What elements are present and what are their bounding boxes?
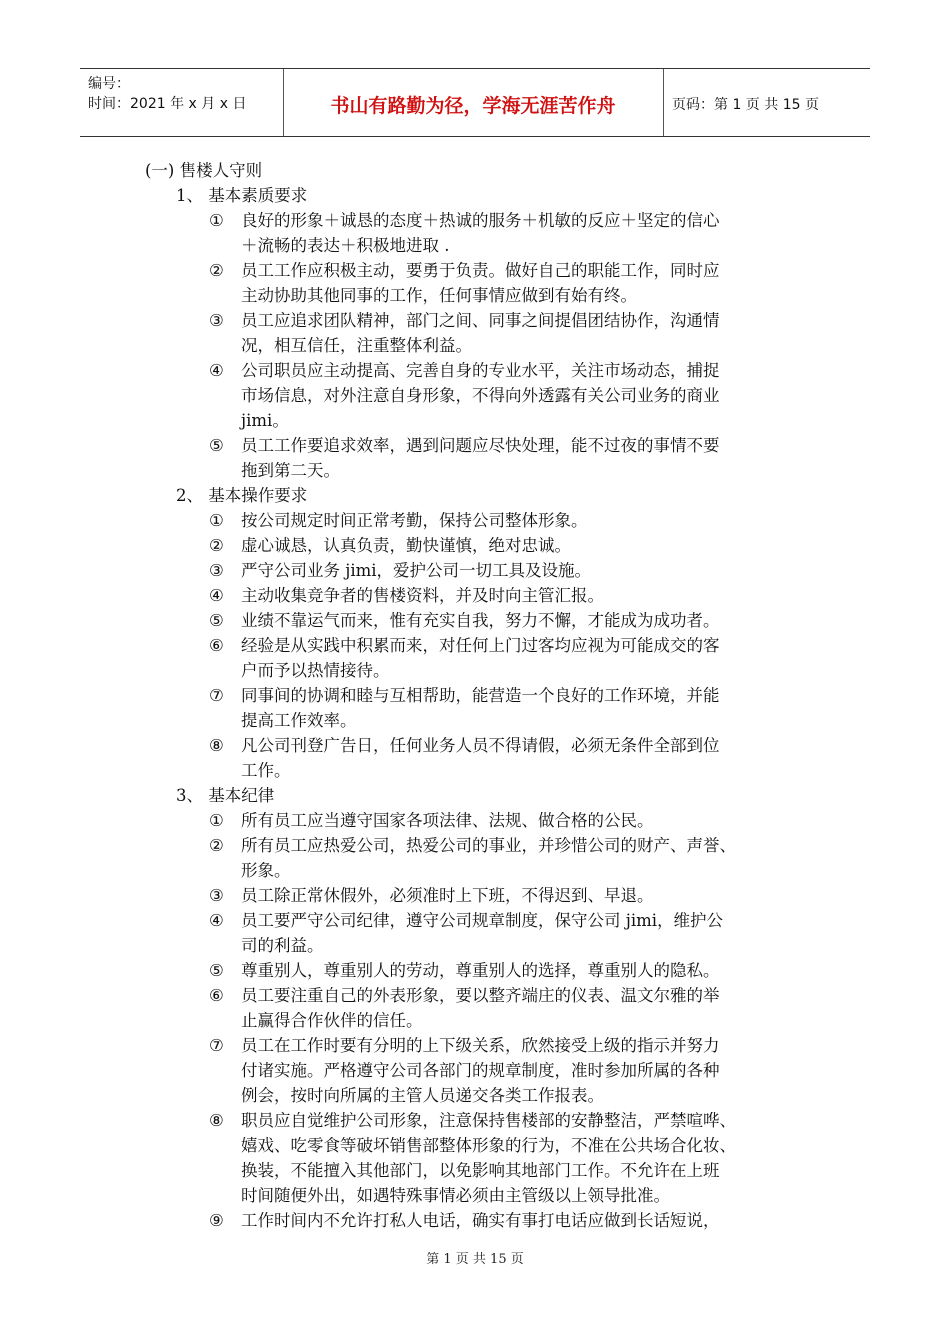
item-number: ⑦ [209,1036,224,1055]
item-text-line: 司的利益。 [241,936,324,955]
page-header [80,68,870,137]
item-number: ② [209,536,224,555]
item-number: ⑧ [209,736,224,755]
item-text-line: 员工应追求团队精神，部门之间、同事之间提倡团结协作，沟通情 [241,311,720,330]
subsection-heading: 2、 基本操作要求 [176,486,308,505]
serial-label: 编号： [88,76,130,92]
subsection-heading: 1、 基本素质要求 [176,186,308,205]
item-number: ③ [209,561,224,580]
item-number: ④ [209,911,224,930]
header-page-cell [663,69,870,136]
item-text-line: 尊重别人，尊重别人的劳动，尊重别人的选择，尊重别人的隐私。 [241,961,720,980]
header-motto-cell [283,69,664,136]
item-text-line: 虚心诚恳，认真负责，勤快谨慎，绝对忠诚。 [241,536,571,555]
item-text-line: 换装，不能擅入其他部门，以免影响其地部门工作。不允许在上班 [241,1161,720,1180]
item-text-line: 员工工作要追求效率，遇到问题应尽快处理，能不过夜的事情不要 [241,436,720,455]
item-number: ⑧ [209,1111,224,1130]
item-number: ① [209,511,224,530]
item-text-line: 市场信息，对外注意自身形象，不得向外透露有关公司业务的商业 [241,386,720,405]
date-label: 时间：2021 年 x 月 x 日 [88,96,247,112]
item-text-line: 主动协助其他同事的工作，任何事情应做到有始有终。 [241,286,637,305]
item-number: ⑤ [209,436,224,455]
section-title: (一) 售楼人守则 [145,161,263,180]
item-text-line: 主动收集竞争者的售楼资料，并及时向主管汇报。 [241,586,604,605]
item-number: ② [209,261,224,280]
item-number: ① [209,211,224,230]
item-text-line: 员工要注重自己的外表形象，要以整齐端庄的仪表、温文尔雅的举 [241,986,720,1005]
header-left-cell [80,69,284,136]
item-number: ② [209,836,224,855]
item-text-line: 按公司规定时间正常考勤，保持公司整体形象。 [241,511,588,530]
item-text-line: 严守公司业务 jimi，爱护公司一切工具及设施。 [241,561,592,580]
header-motto: 书山有路勤为径，学海无涯苦作舟 [330,95,616,117]
header-page-label: 页码：第 1 页 共 15 页 [672,97,819,113]
item-number: ④ [209,361,224,380]
item-text-line: jimi。 [241,411,289,430]
item-number: ⑥ [209,986,224,1005]
item-text-line: 付诸实施。严格遵守公司各部门的规章制度，准时参加所属的各种 [241,1061,720,1080]
item-text-line: ＋流畅的表达＋积极地进取 . [241,236,450,255]
item-number: ④ [209,586,224,605]
item-text-line: 止赢得合作伙伴的信任。 [241,1011,423,1030]
item-text-line: 例会，按时向所属的主管人员递交各类工作报表。 [241,1086,604,1105]
item-text-line: 所有员工应热爱公司，热爱公司的事业，并珍惜公司的财产、声誉、 [241,836,736,855]
item-text-line: 时间随便外出，如遇特殊事情必须由主管级以上领导批准。 [241,1186,670,1205]
item-text-line: 所有员工应当遵守国家各项法律、法规、做合格的公民。 [241,811,654,830]
item-text-line: 业绩不靠运气而来，惟有充实自我，努力不懈，才能成为成功者。 [241,611,720,630]
item-text-line: 经验是从实践中积累而来，对任何上门过客均应视为可能成交的客 [241,636,720,655]
item-text-line: 公司职员应主动提高、完善自身的专业水平，关注市场动态，捕捉 [241,361,720,380]
item-number: ⑤ [209,961,224,980]
item-text-line: 提高工作效率。 [241,711,357,730]
item-text-line: 工作时间内不允许打私人电话，确实有事打电话应做到长话短说， [241,1211,720,1230]
item-number: ③ [209,886,224,905]
item-text-line: 户而予以热情接待。 [241,661,390,680]
item-text-line: 良好的形象＋诚恳的态度＋热诚的服务＋机敏的反应＋坚定的信心 [241,211,720,230]
item-text-line: 形象。 [241,861,291,880]
page-footer: 第 1 页 共 15 页 [426,1252,524,1267]
item-text-line: 员工除正常休假外，必须准时上下班，不得迟到、早退。 [241,886,654,905]
item-number: ① [209,811,224,830]
item-text-line: 员工要严守公司纪律，遵守公司规章制度，保守公司 jimi，维护公 [241,911,724,930]
item-number: ⑤ [209,611,224,630]
item-text-line: 职员应自觉维护公司形象，注意保持售楼部的安静整洁，严禁喧哗、 [241,1111,736,1130]
item-text-line: 况，相互信任，注重整体利益。 [241,336,472,355]
item-number: ⑥ [209,636,224,655]
item-number: ③ [209,311,224,330]
item-text-line: 员工在工作时要有分明的上下级关系，欣然接受上级的指示并努力 [241,1036,720,1055]
item-number: ⑦ [209,686,224,705]
item-number: ⑨ [209,1211,224,1230]
item-text-line: 拖到第二天。 [241,461,340,480]
subsection-heading: 3、 基本纪律 [176,786,275,805]
item-text-line: 同事间的协调和睦与互相帮助，能营造一个良好的工作环境，并能 [241,686,720,705]
item-text-line: 嬉戏、吃零食等破坏销售部整体形象的行为，不准在公共场合化妆、 [241,1136,736,1155]
item-text-line: 员工工作应积极主动，要勇于负责。做好自己的职能工作，同时应 [241,261,720,280]
item-text-line: 工作。 [241,761,291,780]
item-text-line: 凡公司刊登广告日，任何业务人员不得请假，必须无条件全部到位 [241,736,720,755]
